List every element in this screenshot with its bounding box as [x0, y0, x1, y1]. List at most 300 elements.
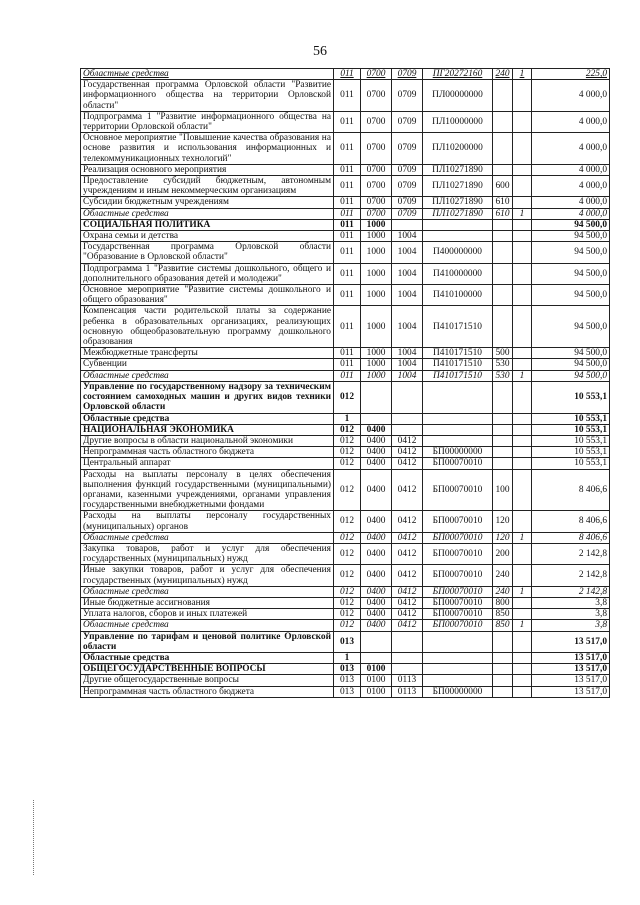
row-name: Областные средства [81, 413, 334, 424]
cell-vr [493, 381, 513, 413]
cell-amount: 94 500,0 [532, 285, 610, 306]
cell-pr: 0412 [392, 447, 423, 458]
cell-rz: 0100 [361, 675, 392, 686]
cell-vr: 120 [493, 532, 513, 543]
cell-amount: 13 517,0 [532, 664, 610, 675]
cell-amount: 4 000,0 [532, 197, 610, 208]
cell-pr [392, 652, 423, 663]
table-row [81, 597, 610, 608]
table-row [81, 348, 610, 359]
cell-vr [493, 111, 513, 132]
cell-ist [513, 306, 532, 348]
table-row [81, 609, 610, 620]
cell-ist [513, 111, 532, 132]
cell-vr [493, 133, 513, 165]
cell-vr [493, 413, 513, 424]
cell-vr [493, 306, 513, 348]
table-row [81, 458, 610, 469]
cell-amount: 13 517,0 [532, 686, 610, 697]
cell-rz: 0700 [361, 133, 392, 165]
row-name: Другие вопросы в области национальной экономики [81, 435, 334, 446]
cell-pr: 0412 [392, 458, 423, 469]
cell-amount: 10 553,1 [532, 447, 610, 458]
cell-vr: 530 [493, 359, 513, 370]
cell-ist [513, 413, 532, 424]
cell-rz: 0700 [361, 69, 392, 80]
cell-vr: 610 [493, 208, 513, 219]
cell-gr: 012 [334, 435, 361, 446]
cell-rz: 0700 [361, 208, 392, 219]
cell-csr: ПЛ10000000 [423, 111, 493, 132]
cell-gr: 011 [334, 197, 361, 208]
cell-vr [493, 675, 513, 686]
cell-vr [493, 447, 513, 458]
cell-rz: 0100 [361, 664, 392, 675]
cell-csr: БП00000000 [423, 686, 493, 697]
cell-vr [493, 631, 513, 652]
cell-vr: 240 [493, 586, 513, 597]
table-row [81, 176, 610, 197]
cell-gr: 1 [334, 652, 361, 663]
cell-gr: 011 [334, 111, 361, 132]
table-row [81, 381, 610, 413]
cell-gr: 011 [334, 370, 361, 381]
row-name: Областные средства [81, 620, 334, 631]
cell-vr [493, 219, 513, 230]
cell-csr: П410100000 [423, 285, 493, 306]
cell-amount: 13 517,0 [532, 675, 610, 686]
cell-csr: БП00070010 [423, 469, 493, 511]
cell-ist [513, 597, 532, 608]
row-name: Управление по тарифам и ценовой политике Орловской области [81, 631, 334, 652]
cell-gr: 011 [334, 359, 361, 370]
cell-ist [513, 652, 532, 663]
cell-vr: 240 [493, 565, 513, 586]
cell-rz: 0400 [361, 458, 392, 469]
cell-csr: БП00000000 [423, 447, 493, 458]
cell-amount: 4 000,0 [532, 176, 610, 197]
table-row [81, 652, 610, 663]
table-row [81, 80, 610, 112]
cell-pr: 0412 [392, 435, 423, 446]
cell-rz: 0400 [361, 597, 392, 608]
cell-ist [513, 664, 532, 675]
table-row [81, 164, 610, 175]
cell-csr: БП00070010 [423, 620, 493, 631]
cell-vr [493, 242, 513, 263]
row-name: Центральный аппарат [81, 458, 334, 469]
cell-rz: 0400 [361, 435, 392, 446]
cell-amount: 8 406,6 [532, 469, 610, 511]
cell-gr: 013 [334, 631, 361, 652]
cell-ist [513, 565, 532, 586]
table-row [81, 370, 610, 381]
cell-rz: 0700 [361, 197, 392, 208]
cell-ist [513, 543, 532, 564]
cell-amount: 4 000,0 [532, 208, 610, 219]
cell-amount: 94 500,0 [532, 370, 610, 381]
cell-vr [493, 458, 513, 469]
cell-pr: 1004 [392, 306, 423, 348]
cell-pr: 0113 [392, 675, 423, 686]
cell-csr: П410000000 [423, 263, 493, 284]
cell-rz: 1000 [361, 285, 392, 306]
cell-rz: 0700 [361, 176, 392, 197]
table-row [81, 69, 610, 80]
cell-csr: БП00070010 [423, 543, 493, 564]
cell-ist [513, 348, 532, 359]
row-name: Иные бюджетные ассигнования [81, 597, 334, 608]
cell-vr: 200 [493, 543, 513, 564]
cell-ist [513, 458, 532, 469]
cell-rz: 1000 [361, 231, 392, 242]
cell-pr: 0709 [392, 176, 423, 197]
cell-rz: 0100 [361, 686, 392, 697]
cell-pr: 0412 [392, 609, 423, 620]
row-name: Основное мероприятие "Повышение качества образования на основе развития и использования информационных и телекоммуникационных технологий" [81, 133, 334, 165]
cell-rz: 0700 [361, 164, 392, 175]
table-row [81, 242, 610, 263]
cell-csr: БП00070010 [423, 609, 493, 620]
cell-ist [513, 176, 532, 197]
cell-gr: 011 [334, 231, 361, 242]
cell-rz [361, 413, 392, 424]
cell-gr: 011 [334, 263, 361, 284]
cell-gr: 011 [334, 69, 361, 80]
cell-ist [513, 80, 532, 112]
cell-gr: 012 [334, 447, 361, 458]
row-name: Охрана семьи и детства [81, 231, 334, 242]
row-name: Закупка товаров, работ и услуг для обеспечения государственных (муниципальных) нужд [81, 543, 334, 564]
cell-rz: 1000 [361, 219, 392, 230]
cell-vr: 500 [493, 348, 513, 359]
row-name: Основное мероприятие "Развитие системы дошкольного и общего образования" [81, 285, 334, 306]
cell-vr [493, 164, 513, 175]
budget-table [80, 68, 610, 698]
table-row [81, 469, 610, 511]
cell-rz: 0400 [361, 447, 392, 458]
cell-rz [361, 652, 392, 663]
cell-vr [493, 263, 513, 284]
row-name: Уплата налогов, сборов и иных платежей [81, 609, 334, 620]
cell-vr [493, 686, 513, 697]
cell-csr [423, 424, 493, 435]
table-row [81, 208, 610, 219]
page-number: 56 [313, 44, 327, 59]
table-row [81, 111, 610, 132]
cell-gr: 012 [334, 424, 361, 435]
cell-csr: П410171510 [423, 348, 493, 359]
cell-ist [513, 231, 532, 242]
cell-ist [513, 447, 532, 458]
row-name: Иные закупки товаров, работ и услуг для обеспечения государственных (муниципальных) нужд [81, 565, 334, 586]
cell-amount: 4 000,0 [532, 133, 610, 165]
cell-gr: 012 [334, 609, 361, 620]
table-row [81, 586, 610, 597]
table-row [81, 133, 610, 165]
row-name: СОЦИАЛЬНАЯ ПОЛИТИКА [81, 219, 334, 230]
row-name: Расходы на выплаты персоналу государственных (муниципальных) органов [81, 511, 334, 532]
cell-gr: 011 [334, 208, 361, 219]
cell-gr: 011 [334, 176, 361, 197]
cell-ist [513, 219, 532, 230]
cell-rz: 0400 [361, 565, 392, 586]
cell-pr: 0412 [392, 597, 423, 608]
cell-rz: 0400 [361, 511, 392, 532]
row-name: Областные средства [81, 69, 334, 80]
cell-vr [493, 664, 513, 675]
row-name: Областные средства [81, 208, 334, 219]
cell-vr: 120 [493, 511, 513, 532]
cell-ist [513, 609, 532, 620]
cell-ist: 1 [513, 532, 532, 543]
cell-rz: 1000 [361, 242, 392, 263]
cell-vr: 100 [493, 469, 513, 511]
cell-rz: 1000 [361, 348, 392, 359]
cell-rz: 0400 [361, 586, 392, 597]
cell-amount: 8 406,6 [532, 532, 610, 543]
row-name: Государственная программа Орловской области "Образование в Орловской области" [81, 242, 334, 263]
cell-gr: 011 [334, 242, 361, 263]
cell-csr: БП00070010 [423, 565, 493, 586]
cell-gr: 012 [334, 532, 361, 543]
cell-ist [513, 631, 532, 652]
cell-pr: 0412 [392, 586, 423, 597]
cell-gr: 012 [334, 381, 361, 413]
cell-pr: 0709 [392, 197, 423, 208]
cell-amount: 10 553,1 [532, 381, 610, 413]
cell-gr: 011 [334, 133, 361, 165]
cell-vr [493, 652, 513, 663]
cell-pr [392, 413, 423, 424]
cell-csr: БП00070010 [423, 458, 493, 469]
cell-vr: 530 [493, 370, 513, 381]
table-row [81, 263, 610, 284]
cell-rz [361, 381, 392, 413]
table-row [81, 532, 610, 543]
row-name: Субсидии бюджетным учреждениям [81, 197, 334, 208]
table-row [81, 413, 610, 424]
table-row [81, 219, 610, 230]
cell-rz: 0700 [361, 111, 392, 132]
table-row [81, 435, 610, 446]
cell-amount: 13 517,0 [532, 631, 610, 652]
cell-rz: 0400 [361, 532, 392, 543]
cell-rz: 0400 [361, 469, 392, 511]
cell-amount: 2 142,8 [532, 586, 610, 597]
table-row [81, 231, 610, 242]
cell-vr: 610 [493, 197, 513, 208]
cell-vr [493, 80, 513, 112]
cell-csr: ПЛ10200000 [423, 133, 493, 165]
cell-vr: 800 [493, 597, 513, 608]
row-name: Областные средства [81, 532, 334, 543]
cell-csr: БП00070010 [423, 586, 493, 597]
cell-csr: ПГ20272160 [423, 69, 493, 80]
cell-amount: 10 553,1 [532, 424, 610, 435]
cell-csr: ПЛ00000000 [423, 80, 493, 112]
row-name: Областные средства [81, 652, 334, 663]
cell-csr [423, 413, 493, 424]
cell-vr: 600 [493, 176, 513, 197]
cell-ist [513, 285, 532, 306]
cell-pr: 0709 [392, 208, 423, 219]
cell-amount: 4 000,0 [532, 111, 610, 132]
cell-rz: 1000 [361, 306, 392, 348]
cell-gr: 1 [334, 413, 361, 424]
cell-ist [513, 381, 532, 413]
cell-pr: 0412 [392, 511, 423, 532]
cell-ist: 1 [513, 69, 532, 80]
row-name: Областные средства [81, 370, 334, 381]
cell-amount: 4 000,0 [532, 164, 610, 175]
row-name: Расходы на выплаты персоналу в целях обеспечения выполнения функций государственными (муниципальными) органами, казенными учреждениями, органами управления государственными внебюджетными фондами [81, 469, 334, 511]
cell-rz [361, 631, 392, 652]
cell-amount: 10 553,1 [532, 413, 610, 424]
cell-gr: 012 [334, 543, 361, 564]
cell-gr: 012 [334, 597, 361, 608]
row-name: Непрограммная часть областного бюджета [81, 447, 334, 458]
cell-gr: 011 [334, 285, 361, 306]
cell-pr: 0412 [392, 532, 423, 543]
cell-gr: 011 [334, 80, 361, 112]
table-row [81, 424, 610, 435]
table-row [81, 565, 610, 586]
cell-amount: 94 500,0 [532, 359, 610, 370]
table-row [81, 620, 610, 631]
cell-pr: 1004 [392, 242, 423, 263]
cell-ist: 1 [513, 586, 532, 597]
cell-gr: 013 [334, 664, 361, 675]
cell-amount: 4 000,0 [532, 80, 610, 112]
cell-pr: 0113 [392, 686, 423, 697]
table-row [81, 447, 610, 458]
cell-rz: 1000 [361, 263, 392, 284]
cell-csr: ПЛ10271890 [423, 176, 493, 197]
row-name: Непрограммная часть областного бюджета [81, 686, 334, 697]
cell-pr [392, 381, 423, 413]
cell-amount: 94 500,0 [532, 219, 610, 230]
cell-pr [392, 631, 423, 652]
table-row [81, 285, 610, 306]
margin-mark [33, 800, 42, 875]
cell-pr: 0709 [392, 133, 423, 165]
cell-amount: 3,8 [532, 597, 610, 608]
cell-rz: 0400 [361, 424, 392, 435]
row-name: Государственная программа Орловской области "Развитие информационного общества на территории Орловской области" [81, 80, 334, 112]
cell-gr: 012 [334, 620, 361, 631]
cell-ist [513, 197, 532, 208]
cell-pr: 0412 [392, 565, 423, 586]
cell-amount: 94 500,0 [532, 348, 610, 359]
cell-vr [493, 424, 513, 435]
cell-amount: 94 500,0 [532, 231, 610, 242]
table-row [81, 543, 610, 564]
cell-rz: 1000 [361, 359, 392, 370]
cell-csr: ПЛ10271890 [423, 164, 493, 175]
row-name: Субвенции [81, 359, 334, 370]
cell-gr: 012 [334, 469, 361, 511]
cell-gr: 012 [334, 565, 361, 586]
cell-gr: 011 [334, 219, 361, 230]
cell-ist: 1 [513, 370, 532, 381]
row-name: Предоставление субсидий бюджетным, автономным учреждениям и иным некоммерческим организациям [81, 176, 334, 197]
cell-pr: 1004 [392, 348, 423, 359]
cell-vr: 850 [493, 609, 513, 620]
row-name: Областные средства [81, 586, 334, 597]
cell-gr: 012 [334, 458, 361, 469]
cell-amount: 3,8 [532, 609, 610, 620]
cell-amount: 94 500,0 [532, 242, 610, 263]
cell-vr [493, 285, 513, 306]
cell-csr [423, 219, 493, 230]
cell-rz: 0700 [361, 80, 392, 112]
cell-csr: БП00070010 [423, 597, 493, 608]
cell-gr: 011 [334, 348, 361, 359]
cell-amount: 2 142,8 [532, 565, 610, 586]
cell-pr: 0709 [392, 111, 423, 132]
cell-pr: 1004 [392, 285, 423, 306]
row-name: НАЦИОНАЛЬНАЯ ЭКОНОМИКА [81, 424, 334, 435]
cell-csr [423, 381, 493, 413]
cell-csr: П410171510 [423, 359, 493, 370]
cell-pr [392, 219, 423, 230]
row-name: Управление по государственному надзору за техническим состоянием самоходных машин и других видов техники Орловской области [81, 381, 334, 413]
cell-rz: 0400 [361, 609, 392, 620]
cell-pr: 0412 [392, 620, 423, 631]
cell-csr: П400000000 [423, 242, 493, 263]
table-row [81, 686, 610, 697]
cell-pr: 1004 [392, 359, 423, 370]
cell-pr: 0412 [392, 543, 423, 564]
cell-csr: П410171510 [423, 306, 493, 348]
cell-pr: 0412 [392, 469, 423, 511]
cell-ist [513, 469, 532, 511]
cell-ist: 1 [513, 208, 532, 219]
table-row [81, 664, 610, 675]
cell-gr: 013 [334, 675, 361, 686]
table-row [81, 511, 610, 532]
cell-ist [513, 511, 532, 532]
table-row [81, 197, 610, 208]
cell-pr: 0709 [392, 80, 423, 112]
cell-ist [513, 435, 532, 446]
cell-csr: ПЛ10271890 [423, 197, 493, 208]
cell-gr: 011 [334, 164, 361, 175]
cell-csr [423, 435, 493, 446]
row-name: Подпрограмма 1 "Развитие системы дошкольного, общего и дополнительного образования детей и молодежи" [81, 263, 334, 284]
cell-vr [493, 435, 513, 446]
cell-gr: 012 [334, 586, 361, 597]
row-name: Подпрограмма 1 "Развитие информационного общества на территории Орловской области" [81, 111, 334, 132]
cell-csr [423, 664, 493, 675]
cell-amount: 94 500,0 [532, 263, 610, 284]
cell-pr [392, 664, 423, 675]
row-name: Компенсация части родительской платы за содержание ребенка в образовательных организациях, реализующих основную общеобразовательную программу дошкольного образования [81, 306, 334, 348]
table-row [81, 631, 610, 652]
cell-pr: 1004 [392, 263, 423, 284]
cell-ist [513, 242, 532, 263]
cell-vr: 850 [493, 620, 513, 631]
row-name: Реализация основного мероприятия [81, 164, 334, 175]
cell-amount: 8 406,6 [532, 511, 610, 532]
row-name: Другие общегосударственные вопросы [81, 675, 334, 686]
cell-gr: 012 [334, 511, 361, 532]
cell-ist [513, 424, 532, 435]
cell-amount: 94 500,0 [532, 306, 610, 348]
cell-rz: 0400 [361, 620, 392, 631]
cell-ist [513, 359, 532, 370]
